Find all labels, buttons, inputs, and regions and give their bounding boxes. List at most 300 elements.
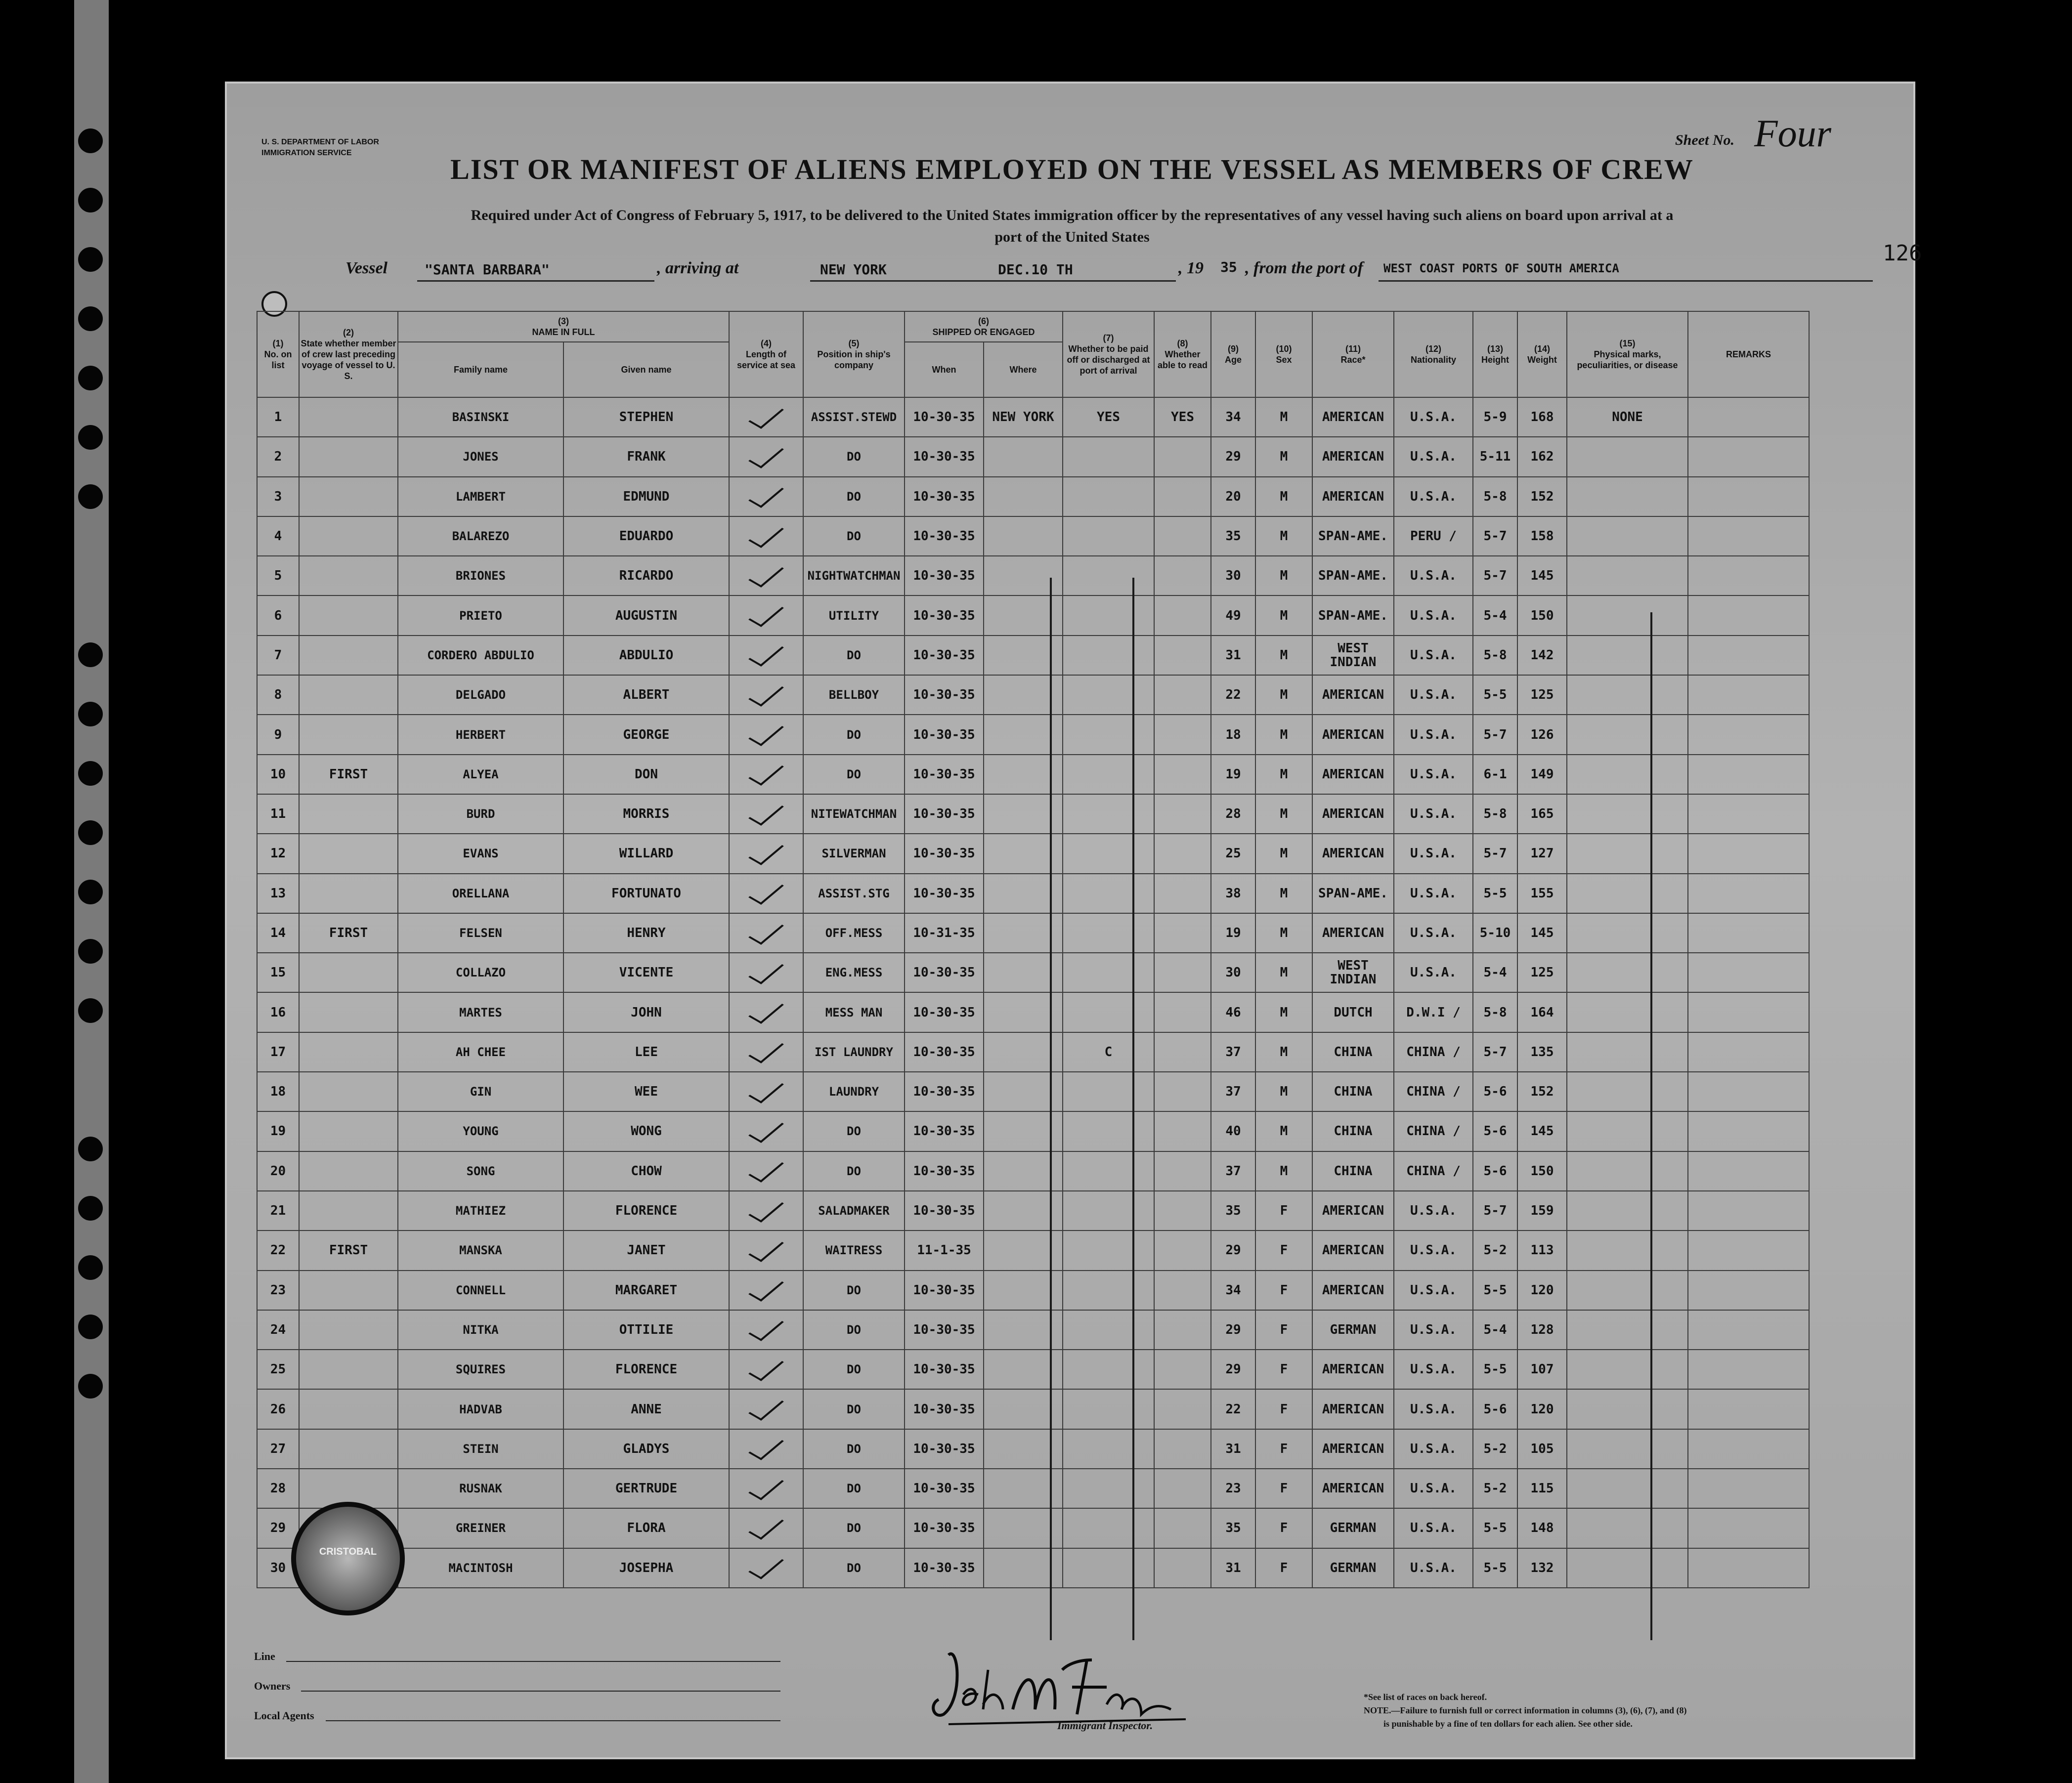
department-name: U. S. DEPARTMENT OF LABOR	[261, 138, 379, 146]
given-name: WONG	[563, 1111, 729, 1151]
height: 5-6	[1473, 1111, 1517, 1151]
remarks	[1688, 477, 1809, 516]
check-mark-icon	[748, 1077, 784, 1103]
family-name: GREINER	[398, 1508, 563, 1548]
agents-label: Local Agents	[254, 1709, 314, 1722]
previous-voyage	[299, 1271, 398, 1310]
table-row	[257, 913, 1809, 953]
position: NITEWATCHMAN	[803, 794, 905, 834]
film-hole	[78, 306, 103, 331]
physical-marks	[1567, 1548, 1688, 1588]
remarks	[1688, 595, 1809, 635]
remarks	[1688, 992, 1809, 1032]
given-name: ALBERT	[563, 675, 729, 715]
position: SALADMAKER	[803, 1191, 905, 1231]
family-name: GIN	[398, 1072, 563, 1111]
shipped-when: 10-30-35	[905, 556, 984, 595]
family-name: BASINSKI	[398, 397, 563, 437]
check-mark-icon	[748, 1196, 784, 1222]
physical-marks	[1567, 1271, 1688, 1310]
given-name: JOHN	[563, 992, 729, 1032]
check-mark-icon	[748, 521, 784, 548]
table-row	[257, 1469, 1809, 1508]
physical-marks: NONE	[1567, 397, 1688, 437]
age: 38	[1211, 874, 1255, 913]
service-check	[729, 437, 803, 476]
age: 20	[1211, 477, 1255, 516]
race: SPAN-AME.	[1312, 556, 1394, 595]
previous-voyage	[299, 636, 398, 675]
check-mark-icon	[748, 442, 784, 468]
weight: 158	[1517, 516, 1567, 556]
race: CHINA	[1312, 1072, 1394, 1111]
service-check	[729, 636, 803, 675]
paid-off	[1063, 636, 1154, 675]
family-name: LAMBERT	[398, 477, 563, 516]
age: 19	[1211, 755, 1255, 794]
sex: M	[1255, 437, 1312, 476]
race: CHINA	[1312, 1111, 1394, 1151]
age: 30	[1211, 556, 1255, 595]
film-hole	[78, 1137, 103, 1161]
table-row	[257, 1151, 1809, 1191]
arriving-label: , arriving at	[657, 259, 739, 277]
weight: 120	[1517, 1271, 1567, 1310]
race: AMERICAN	[1312, 1429, 1394, 1469]
given-name: EDUARDO	[563, 516, 729, 556]
row-number: 9	[257, 715, 299, 754]
position: DO	[803, 437, 905, 476]
previous-voyage	[299, 1151, 398, 1191]
row-number: 26	[257, 1389, 299, 1429]
able-to-read	[1154, 556, 1211, 595]
position: DO	[803, 1469, 905, 1508]
age: 25	[1211, 834, 1255, 873]
shipped-when: 10-30-35	[905, 992, 984, 1032]
position: DO	[803, 516, 905, 556]
check-mark-icon	[748, 1394, 784, 1420]
physical-marks	[1567, 675, 1688, 715]
service-check	[729, 675, 803, 715]
shipped-when: 10-30-35	[905, 1151, 984, 1191]
sex: F	[1255, 1429, 1312, 1469]
weight: 105	[1517, 1429, 1567, 1469]
physical-marks	[1567, 477, 1688, 516]
film-hole	[78, 188, 103, 212]
row-number: 23	[257, 1271, 299, 1310]
row-number: 30	[257, 1548, 299, 1588]
sex: F	[1255, 1548, 1312, 1588]
remarks	[1688, 1231, 1809, 1270]
physical-marks	[1567, 1429, 1688, 1469]
physical-marks	[1567, 437, 1688, 476]
service-check	[729, 1191, 803, 1231]
given-name: RICARDO	[563, 556, 729, 595]
position: UTILITY	[803, 595, 905, 635]
shipped-when: 10-31-35	[905, 913, 984, 953]
nationality: U.S.A.	[1394, 953, 1473, 992]
physical-marks	[1567, 1032, 1688, 1072]
age: 29	[1211, 1310, 1255, 1350]
check-mark-icon	[748, 1156, 784, 1183]
row-number: 17	[257, 1032, 299, 1072]
given-name: OTTILIE	[563, 1310, 729, 1350]
able-to-read: YES	[1154, 397, 1211, 437]
physical-marks	[1567, 913, 1688, 953]
paid-off	[1063, 1350, 1154, 1389]
service-check	[729, 595, 803, 635]
previous-voyage	[299, 1350, 398, 1389]
row-number: 21	[257, 1191, 299, 1231]
able-to-read	[1154, 1191, 1211, 1231]
manifest-sheet	[225, 82, 1922, 1759]
given-name: DON	[563, 755, 729, 794]
able-to-read	[1154, 595, 1211, 635]
table-row	[257, 1271, 1809, 1310]
shipped-where	[984, 437, 1063, 476]
nationality: U.S.A.	[1394, 1271, 1473, 1310]
check-mark-icon	[748, 640, 784, 667]
sex: M	[1255, 794, 1312, 834]
physical-marks	[1567, 834, 1688, 873]
able-to-read	[1154, 1072, 1211, 1111]
race: SPAN-AME.	[1312, 595, 1394, 635]
table-row	[257, 636, 1809, 675]
physical-marks	[1567, 1389, 1688, 1429]
race: AMERICAN	[1312, 834, 1394, 873]
sex: F	[1255, 1191, 1312, 1231]
year-prefix: , 19	[1178, 259, 1204, 277]
check-mark-icon	[748, 839, 784, 865]
row-number: 10	[257, 755, 299, 794]
nationality: PERU /	[1394, 516, 1473, 556]
nationality: U.S.A.	[1394, 1350, 1473, 1389]
nationality: U.S.A.	[1394, 1389, 1473, 1429]
shipped-when: 10-30-35	[905, 953, 984, 992]
check-mark-icon	[748, 1037, 784, 1063]
family-name: MARTES	[398, 992, 563, 1032]
weight: 150	[1517, 1151, 1567, 1191]
able-to-read	[1154, 1032, 1211, 1072]
remarks	[1688, 715, 1809, 754]
check-mark-icon	[748, 720, 784, 746]
film-hole	[78, 128, 103, 153]
sex: M	[1255, 1151, 1312, 1191]
remarks	[1688, 1469, 1809, 1508]
row-number: 3	[257, 477, 299, 516]
previous-voyage	[299, 397, 398, 437]
agents-underline	[326, 1720, 780, 1721]
row-number: 28	[257, 1469, 299, 1508]
weight: 168	[1517, 397, 1567, 437]
from-port-label: , from the port of	[1245, 259, 1363, 277]
check-mark-icon	[748, 1474, 784, 1500]
service-check	[729, 1429, 803, 1469]
able-to-read	[1154, 913, 1211, 953]
height: 5-9	[1473, 397, 1517, 437]
col-family-name-header: Family name	[398, 342, 563, 397]
race: CHINA	[1312, 1151, 1394, 1191]
position: OFF.MESS	[803, 913, 905, 953]
row-number: 18	[257, 1072, 299, 1111]
height: 6-1	[1473, 755, 1517, 794]
family-name: DELGADO	[398, 675, 563, 715]
ditto-line-marks	[1650, 612, 1652, 1640]
paid-off	[1063, 556, 1154, 595]
previous-voyage	[299, 1072, 398, 1111]
age: 37	[1211, 1072, 1255, 1111]
able-to-read	[1154, 1508, 1211, 1548]
previous-voyage	[299, 595, 398, 635]
able-to-read	[1154, 1271, 1211, 1310]
given-name: GLADYS	[563, 1429, 729, 1469]
weight: 152	[1517, 477, 1567, 516]
position: ASSIST.STEWD	[803, 397, 905, 437]
race: AMERICAN	[1312, 437, 1394, 476]
table-row	[257, 794, 1809, 834]
shipped-where	[984, 516, 1063, 556]
able-to-read	[1154, 755, 1211, 794]
given-name: FLORA	[563, 1508, 729, 1548]
film-hole	[78, 939, 103, 964]
paid-off	[1063, 953, 1154, 992]
col-name-header: (3) NAME IN FULL	[398, 311, 729, 342]
able-to-read	[1154, 516, 1211, 556]
previous-voyage	[299, 953, 398, 992]
check-mark-icon	[748, 482, 784, 508]
position: DO	[803, 1271, 905, 1310]
table-row	[257, 1072, 1809, 1111]
age: 35	[1211, 1508, 1255, 1548]
age: 28	[1211, 794, 1255, 834]
able-to-read	[1154, 1429, 1211, 1469]
film-hole	[78, 702, 103, 726]
previous-voyage: FIRST	[299, 755, 398, 794]
row-number: 6	[257, 595, 299, 635]
col-remarks-header: REMARKS	[1688, 311, 1809, 397]
shipped-when: 10-30-35	[905, 1548, 984, 1588]
previous-voyage	[299, 556, 398, 595]
height: 5-4	[1473, 595, 1517, 635]
table-row	[257, 595, 1809, 635]
given-name: GEORGE	[563, 715, 729, 754]
age: 29	[1211, 1231, 1255, 1270]
position: SILVERMAN	[803, 834, 905, 873]
given-name: JOSEPHA	[563, 1548, 729, 1588]
paid-off	[1063, 1111, 1154, 1151]
height: 5-10	[1473, 913, 1517, 953]
col-shipped-header: (6) SHIPPED OR ENGAGED	[905, 311, 1063, 342]
age: 18	[1211, 715, 1255, 754]
ditto-line-paid	[1132, 578, 1134, 1640]
row-number: 12	[257, 834, 299, 873]
inspector-label: Immigrant Inspector.	[1057, 1719, 1153, 1732]
check-mark-icon	[748, 1553, 784, 1579]
given-name: VICENTE	[563, 953, 729, 992]
race: AMERICAN	[1312, 715, 1394, 754]
nationality: CHINA /	[1394, 1032, 1473, 1072]
race: AMERICAN	[1312, 913, 1394, 953]
height: 5-5	[1473, 675, 1517, 715]
able-to-read	[1154, 675, 1211, 715]
physical-marks	[1567, 1072, 1688, 1111]
position: MESS MAN	[803, 992, 905, 1032]
film-hole	[78, 761, 103, 786]
given-name: EDMUND	[563, 477, 729, 516]
col-number-header: (1) No. on list	[257, 311, 299, 397]
age: 46	[1211, 992, 1255, 1032]
paid-off	[1063, 755, 1154, 794]
film-hole	[78, 366, 103, 390]
sex: M	[1255, 636, 1312, 675]
physical-marks	[1567, 794, 1688, 834]
shipped-when: 10-30-35	[905, 1429, 984, 1469]
remarks	[1688, 675, 1809, 715]
weight: 155	[1517, 874, 1567, 913]
able-to-read	[1154, 874, 1211, 913]
nationality: U.S.A.	[1394, 595, 1473, 635]
race: AMERICAN	[1312, 794, 1394, 834]
table-row	[257, 556, 1809, 595]
col-paid-off-header: (7) Whether to be paid off or discharged at port of arrival	[1063, 311, 1154, 397]
given-name: WILLARD	[563, 834, 729, 873]
ditto-line-where	[1050, 578, 1052, 1640]
family-name: JONES	[398, 437, 563, 476]
col-read-header: (8) Whether able to read	[1154, 311, 1211, 397]
shipped-when: 10-30-35	[905, 675, 984, 715]
shipped-when: 10-30-35	[905, 516, 984, 556]
nationality: U.S.A.	[1394, 715, 1473, 754]
row-number: 2	[257, 437, 299, 476]
paid-off	[1063, 1271, 1154, 1310]
row-number: 5	[257, 556, 299, 595]
age: 19	[1211, 913, 1255, 953]
position: DO	[803, 1310, 905, 1350]
family-name: SONG	[398, 1151, 563, 1191]
shipped-when: 10-30-35	[905, 834, 984, 873]
nationality: U.S.A.	[1394, 874, 1473, 913]
weight: 145	[1517, 913, 1567, 953]
shipped-when: 10-30-35	[905, 1111, 984, 1151]
age: 31	[1211, 1429, 1255, 1469]
col-marks-header: (15) Physical marks, peculiarities, or disease	[1567, 311, 1688, 397]
family-name: EVANS	[398, 834, 563, 873]
height: 5-5	[1473, 1271, 1517, 1310]
height: 5-2	[1473, 1469, 1517, 1508]
row-number: 20	[257, 1151, 299, 1191]
able-to-read	[1154, 1548, 1211, 1588]
table-header	[257, 311, 1809, 397]
height: 5-6	[1473, 1072, 1517, 1111]
shipped-when: 10-30-35	[905, 1508, 984, 1548]
family-name: STEIN	[398, 1429, 563, 1469]
race: AMERICAN	[1312, 477, 1394, 516]
weight: 148	[1517, 1508, 1567, 1548]
weight: 113	[1517, 1231, 1567, 1270]
vessel-underline	[417, 280, 654, 282]
previous-voyage	[299, 1389, 398, 1429]
service-check	[729, 1350, 803, 1389]
age: 34	[1211, 1271, 1255, 1310]
physical-marks	[1567, 1231, 1688, 1270]
nationality: U.S.A.	[1394, 397, 1473, 437]
height: 5-5	[1473, 1350, 1517, 1389]
fine-note-line-2: is punishable by a fine of ten dollars for each alien. See other side.	[1383, 1719, 1633, 1729]
given-name: MARGARET	[563, 1271, 729, 1310]
race: AMERICAN	[1312, 1469, 1394, 1508]
paid-off	[1063, 992, 1154, 1032]
remarks	[1688, 874, 1809, 913]
weight: 142	[1517, 636, 1567, 675]
race: DUTCH	[1312, 992, 1394, 1032]
paid-off	[1063, 477, 1154, 516]
owners-underline	[301, 1691, 780, 1692]
able-to-read	[1154, 477, 1211, 516]
col-position-header: (5) Position in ship's company	[803, 311, 905, 397]
paid-off	[1063, 913, 1154, 953]
service-check	[729, 1151, 803, 1191]
row-number: 4	[257, 516, 299, 556]
check-mark-icon	[748, 402, 784, 428]
nationality: U.S.A.	[1394, 1548, 1473, 1588]
race: AMERICAN	[1312, 1231, 1394, 1270]
nationality: U.S.A.	[1394, 913, 1473, 953]
physical-marks	[1567, 1508, 1688, 1548]
physical-marks	[1567, 755, 1688, 794]
check-mark-icon	[748, 600, 784, 627]
shipped-when: 10-30-35	[905, 437, 984, 476]
height: 5-2	[1473, 1429, 1517, 1469]
weight: 149	[1517, 755, 1567, 794]
position: ENG.MESS	[803, 953, 905, 992]
previous-voyage: FIRST	[299, 913, 398, 953]
race: AMERICAN	[1312, 675, 1394, 715]
paid-off	[1063, 715, 1154, 754]
check-mark-icon	[748, 799, 784, 825]
nationality: CHINA /	[1394, 1111, 1473, 1151]
height: 5-5	[1473, 1548, 1517, 1588]
service-check	[729, 913, 803, 953]
height: 5-8	[1473, 992, 1517, 1032]
given-name: FLORENCE	[563, 1350, 729, 1389]
given-name: ABDULIO	[563, 636, 729, 675]
family-name: AH CHEE	[398, 1032, 563, 1072]
arrival-year: 35	[1220, 259, 1237, 275]
check-mark-icon	[748, 1116, 784, 1143]
height: 5-7	[1473, 1191, 1517, 1231]
table-row	[257, 1389, 1809, 1429]
table-row	[257, 1310, 1809, 1350]
previous-voyage	[299, 992, 398, 1032]
race: AMERICAN	[1312, 397, 1394, 437]
weight: 159	[1517, 1191, 1567, 1231]
given-name: STEPHEN	[563, 397, 729, 437]
nationality: U.S.A.	[1394, 755, 1473, 794]
weight: 150	[1517, 595, 1567, 635]
line-underline	[286, 1661, 780, 1662]
row-number: 25	[257, 1350, 299, 1389]
previous-voyage	[299, 1111, 398, 1151]
service-check	[729, 1548, 803, 1588]
weight: 107	[1517, 1350, 1567, 1389]
position: DO	[803, 755, 905, 794]
race: SPAN-AME.	[1312, 516, 1394, 556]
sex: M	[1255, 675, 1312, 715]
remarks	[1688, 794, 1809, 834]
physical-marks	[1567, 953, 1688, 992]
weight: 135	[1517, 1032, 1567, 1072]
paid-off	[1063, 1429, 1154, 1469]
